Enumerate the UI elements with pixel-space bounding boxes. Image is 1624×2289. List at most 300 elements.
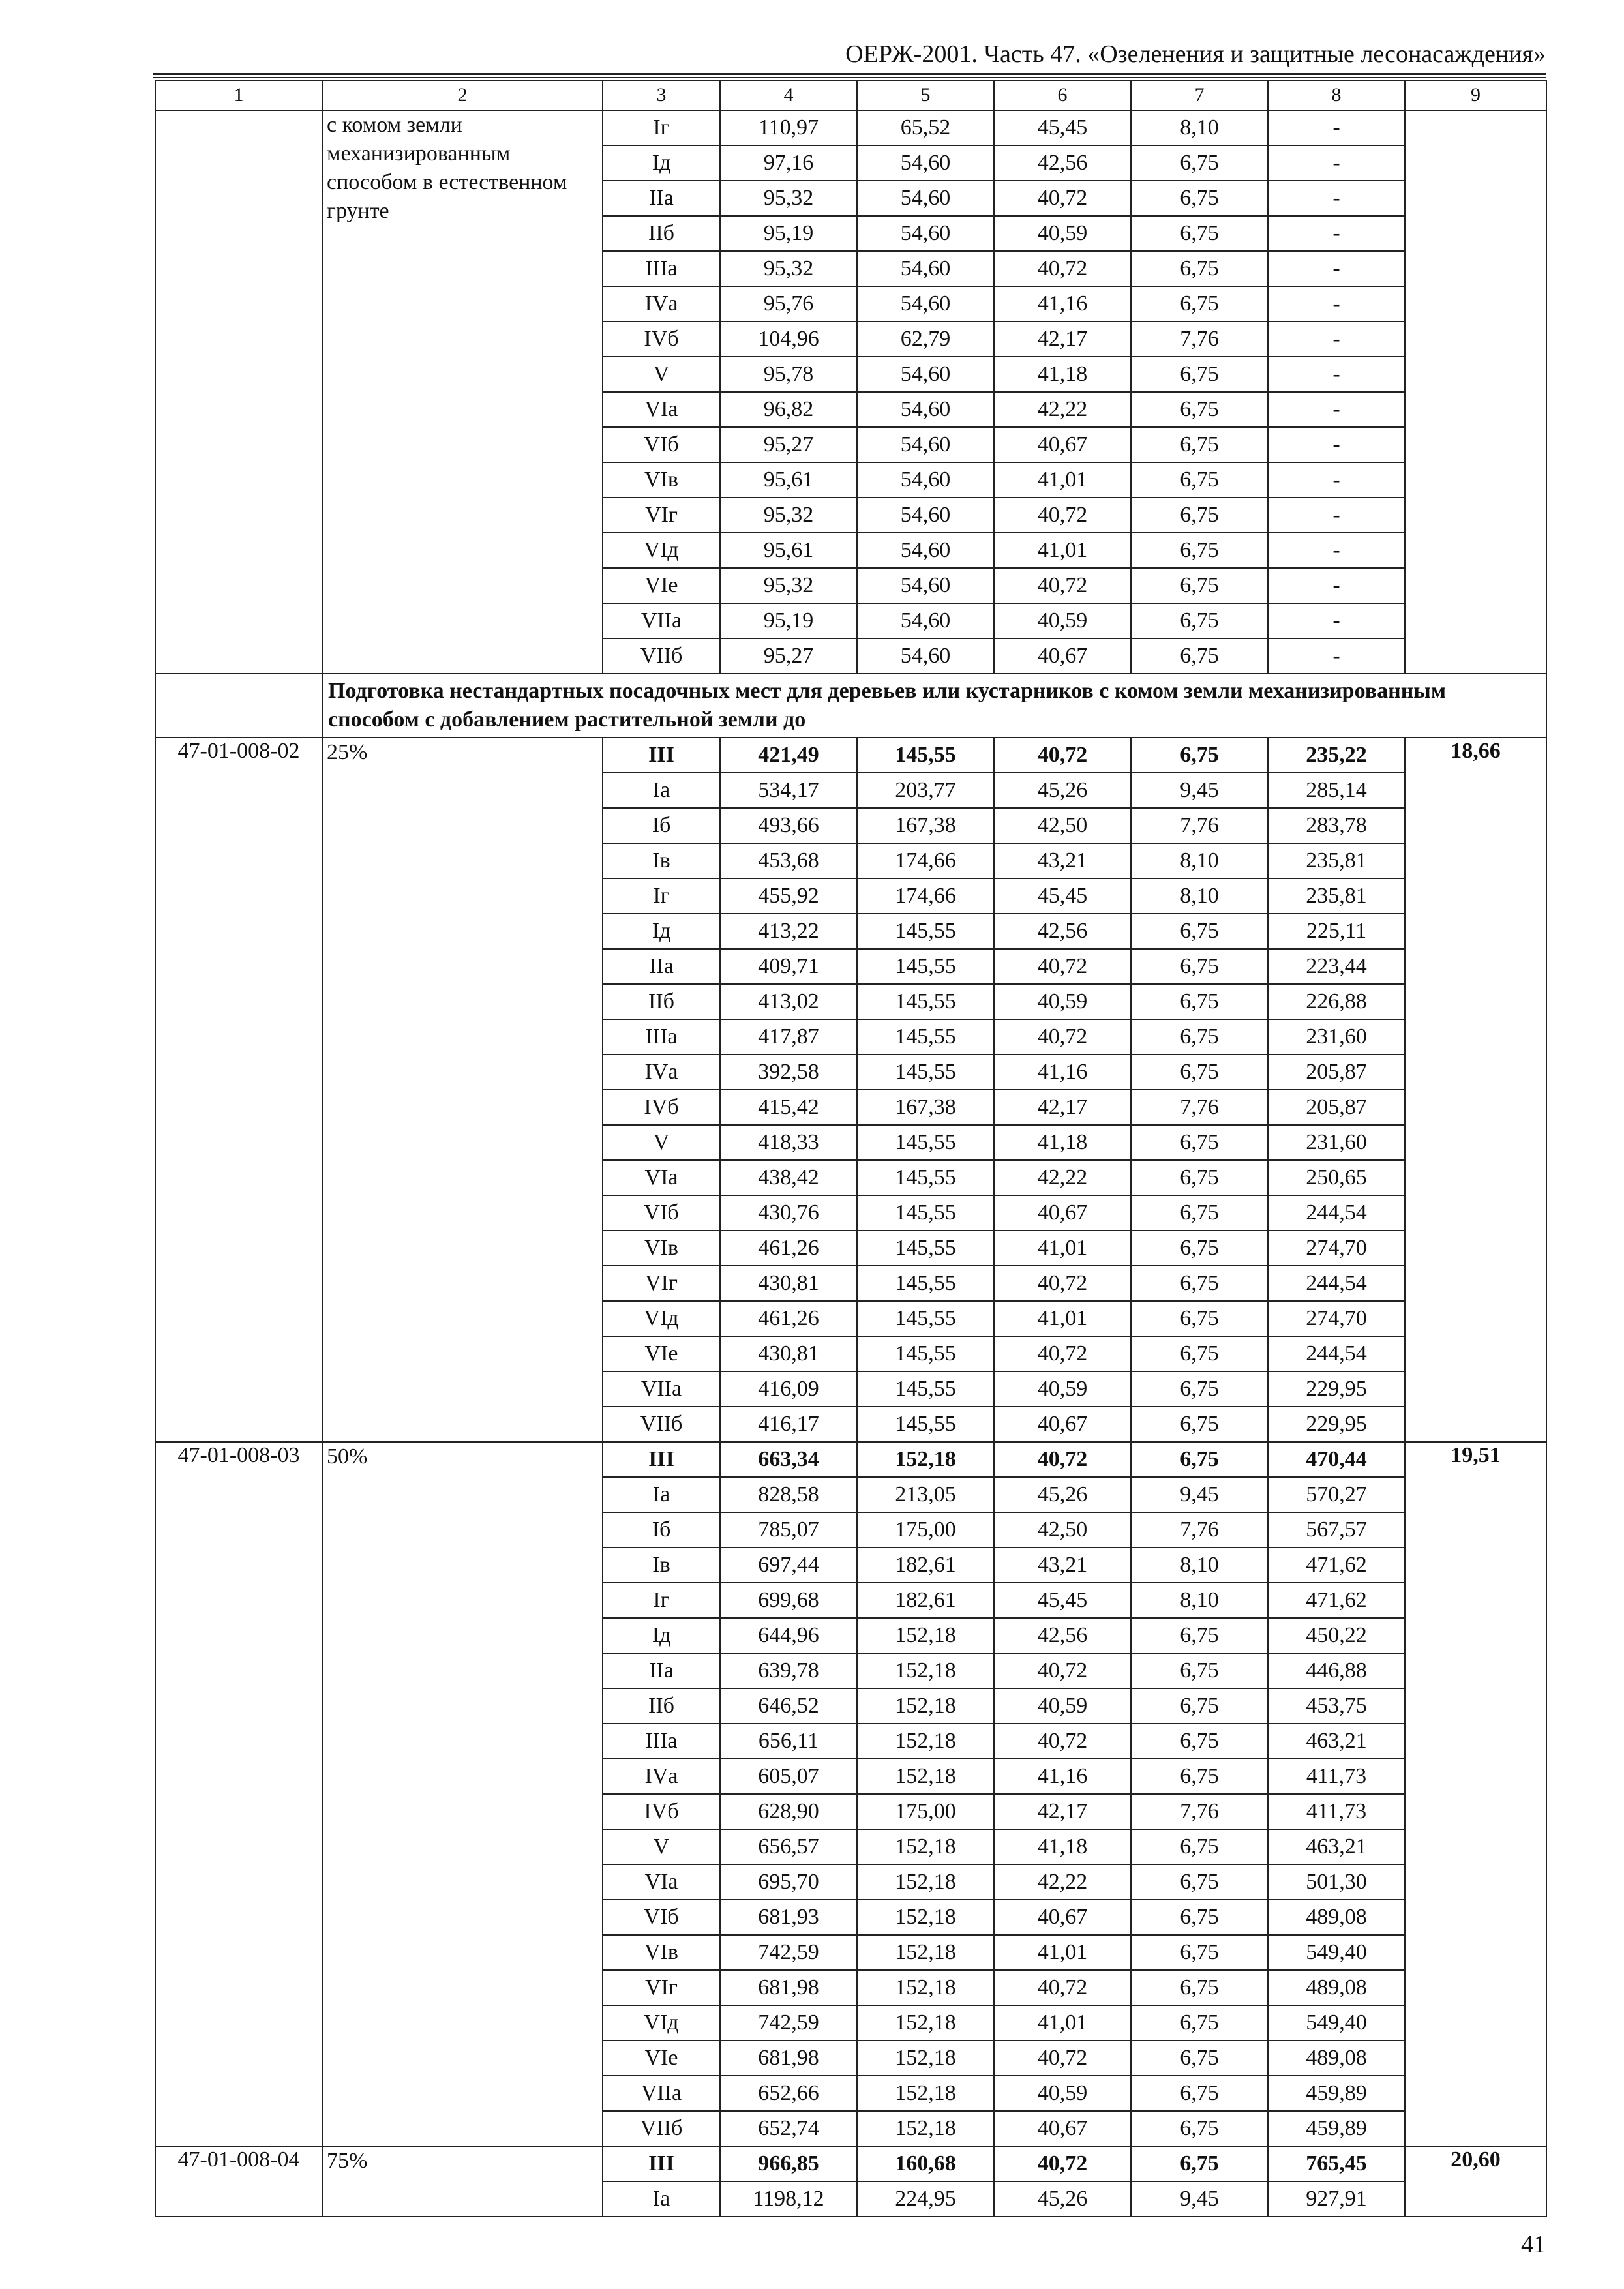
value-cell: 145,55 bbox=[857, 1019, 994, 1055]
rates-table bbox=[155, 80, 1547, 2217]
value-cell: 152,18 bbox=[857, 1900, 994, 1935]
value-cell: 283,78 bbox=[1268, 808, 1405, 843]
value-cell: VIе bbox=[603, 568, 720, 603]
value-cell: 45,45 bbox=[994, 110, 1131, 145]
value-cell: 493,66 bbox=[720, 808, 857, 843]
value-cell: VIIб bbox=[603, 1407, 720, 1442]
value-cell: IVа bbox=[603, 1759, 720, 1794]
value-cell: 145,55 bbox=[857, 1266, 994, 1301]
value-cell: IIа bbox=[603, 1653, 720, 1688]
value-cell: 145,55 bbox=[857, 949, 994, 984]
value-cell: 6,75 bbox=[1131, 357, 1268, 392]
value-cell: VIг bbox=[603, 1266, 720, 1301]
value-cell: 205,87 bbox=[1268, 1090, 1405, 1125]
value-cell: 274,70 bbox=[1268, 1231, 1405, 1266]
value-cell: 145,55 bbox=[857, 1195, 994, 1231]
value-cell: VIб bbox=[603, 1195, 720, 1231]
value-cell: Iд bbox=[603, 1618, 720, 1653]
value-cell: VIб bbox=[603, 1900, 720, 1935]
value-cell: 40,59 bbox=[994, 603, 1131, 638]
value-cell: Iд bbox=[603, 145, 720, 181]
value-cell: 6,75 bbox=[1131, 1160, 1268, 1195]
code-cell: 47-01-008-04 bbox=[155, 2146, 322, 2217]
value-cell: 6,75 bbox=[1131, 914, 1268, 949]
value-cell: 966,85 bbox=[720, 2146, 857, 2181]
value-cell: 471,62 bbox=[1268, 1548, 1405, 1583]
value-cell: 95,32 bbox=[720, 498, 857, 533]
value-cell: 152,18 bbox=[857, 1653, 994, 1688]
value-cell: 175,00 bbox=[857, 1794, 994, 1829]
column-number: 6 bbox=[994, 80, 1131, 110]
value-cell: - bbox=[1268, 568, 1405, 603]
value-cell: 6,75 bbox=[1131, 1864, 1268, 1900]
value-cell: 471,62 bbox=[1268, 1583, 1405, 1618]
value-cell: IVб bbox=[603, 1090, 720, 1125]
value-cell: 110,97 bbox=[720, 110, 857, 145]
value-cell: 453,68 bbox=[720, 843, 857, 878]
description-cell: 75% bbox=[322, 2146, 603, 2217]
value-cell: 418,33 bbox=[720, 1125, 857, 1160]
table-row bbox=[155, 738, 1546, 773]
value-cell: 9,45 bbox=[1131, 1477, 1268, 1512]
value-cell: IIб bbox=[603, 1688, 720, 1724]
value-cell: Iа bbox=[603, 1477, 720, 1512]
value-cell: 628,90 bbox=[720, 1794, 857, 1829]
column-number: 7 bbox=[1131, 80, 1268, 110]
value-cell: 455,92 bbox=[720, 878, 857, 914]
value-cell: 6,75 bbox=[1131, 1125, 1268, 1160]
value-cell: VIв bbox=[603, 1231, 720, 1266]
value-cell: 40,67 bbox=[994, 2111, 1131, 2146]
value-cell: 652,66 bbox=[720, 2076, 857, 2111]
table-body bbox=[155, 80, 1546, 2217]
value-cell: IIа bbox=[603, 949, 720, 984]
value-cell: 639,78 bbox=[720, 1653, 857, 1688]
value-cell: 6,75 bbox=[1131, 984, 1268, 1019]
value-cell: III bbox=[603, 2146, 720, 2181]
value-cell: 41,01 bbox=[994, 2005, 1131, 2041]
value-cell: 6,75 bbox=[1131, 2146, 1268, 2181]
value-cell: Iд bbox=[603, 914, 720, 949]
value-cell: 42,50 bbox=[994, 1512, 1131, 1548]
value-cell: 97,16 bbox=[720, 145, 857, 181]
value-cell: 41,18 bbox=[994, 357, 1131, 392]
value-cell: 40,59 bbox=[994, 1371, 1131, 1407]
value-cell: 244,54 bbox=[1268, 1336, 1405, 1371]
value-cell: 430,81 bbox=[720, 1266, 857, 1301]
value-cell: 152,18 bbox=[857, 2005, 994, 2041]
value-cell: 8,10 bbox=[1131, 878, 1268, 914]
value-cell: 463,21 bbox=[1268, 1724, 1405, 1759]
value-cell: VIв bbox=[603, 1935, 720, 1970]
value-cell: 160,68 bbox=[857, 2146, 994, 2181]
value-cell: 182,61 bbox=[857, 1583, 994, 1618]
column-number: 4 bbox=[720, 80, 857, 110]
value-cell: VIд bbox=[603, 2005, 720, 2041]
value-cell: 62,79 bbox=[857, 322, 994, 357]
value-cell: 205,87 bbox=[1268, 1055, 1405, 1090]
value-cell: IVб bbox=[603, 1794, 720, 1829]
value-cell: 6,75 bbox=[1131, 2005, 1268, 2041]
value-cell: 45,26 bbox=[994, 773, 1131, 808]
value-cell: 54,60 bbox=[857, 498, 994, 533]
value-cell: 7,76 bbox=[1131, 1512, 1268, 1548]
value-cell: 681,93 bbox=[720, 1900, 857, 1935]
value-cell: IIIа bbox=[603, 1724, 720, 1759]
value-cell: 41,18 bbox=[994, 1829, 1131, 1864]
value-cell: 6,75 bbox=[1131, 2076, 1268, 2111]
value-cell: 54,60 bbox=[857, 568, 994, 603]
value-cell: 203,77 bbox=[857, 773, 994, 808]
value-cell: 40,72 bbox=[994, 1266, 1131, 1301]
value-cell: 413,22 bbox=[720, 914, 857, 949]
value-cell: 6,75 bbox=[1131, 1724, 1268, 1759]
value-cell: 42,56 bbox=[994, 914, 1131, 949]
value-cell: VIв bbox=[603, 462, 720, 498]
value-cell: 174,66 bbox=[857, 878, 994, 914]
value-cell: 927,91 bbox=[1268, 2181, 1405, 2217]
value-cell: IIб bbox=[603, 216, 720, 251]
page-number: 41 bbox=[1521, 2231, 1546, 2258]
value-cell: 45,45 bbox=[994, 1583, 1131, 1618]
value-cell: 42,56 bbox=[994, 145, 1131, 181]
value-cell: 681,98 bbox=[720, 2041, 857, 2076]
value-cell: - bbox=[1268, 216, 1405, 251]
description-cell: 50% bbox=[322, 1442, 603, 2146]
value-cell: VIа bbox=[603, 1864, 720, 1900]
value-cell: 41,01 bbox=[994, 533, 1131, 568]
value-cell: 681,98 bbox=[720, 1970, 857, 2005]
value-cell: 95,19 bbox=[720, 216, 857, 251]
value-cell: 40,72 bbox=[994, 1724, 1131, 1759]
value-cell: Iа bbox=[603, 2181, 720, 2217]
value-cell: 6,75 bbox=[1131, 216, 1268, 251]
column-number: 3 bbox=[603, 80, 720, 110]
value-cell: 95,76 bbox=[720, 286, 857, 322]
value-cell: 42,22 bbox=[994, 1160, 1131, 1195]
col9-cell: 18,66 bbox=[1405, 738, 1546, 1442]
value-cell: 45,26 bbox=[994, 1477, 1131, 1512]
value-cell: 96,82 bbox=[720, 392, 857, 427]
value-cell: VIе bbox=[603, 2041, 720, 2076]
value-cell: 6,75 bbox=[1131, 286, 1268, 322]
value-cell: 6,75 bbox=[1131, 462, 1268, 498]
value-cell: VIа bbox=[603, 1160, 720, 1195]
value-cell: 646,52 bbox=[720, 1688, 857, 1724]
value-cell: 40,59 bbox=[994, 984, 1131, 1019]
value-cell: 152,18 bbox=[857, 2076, 994, 2111]
value-cell: 7,76 bbox=[1131, 808, 1268, 843]
value-cell: 644,96 bbox=[720, 1618, 857, 1653]
column-number-row bbox=[155, 80, 1546, 110]
value-cell: 828,58 bbox=[720, 1477, 857, 1512]
value-cell: 6,75 bbox=[1131, 427, 1268, 462]
value-cell: 6,75 bbox=[1131, 738, 1268, 773]
code-cell: 47-01-008-02 bbox=[155, 738, 322, 1442]
table-row bbox=[155, 2146, 1546, 2181]
value-cell: 213,05 bbox=[857, 1477, 994, 1512]
value-cell: 226,88 bbox=[1268, 984, 1405, 1019]
value-cell: VIIб bbox=[603, 2111, 720, 2146]
value-cell: 274,70 bbox=[1268, 1301, 1405, 1336]
value-cell: Iв bbox=[603, 843, 720, 878]
value-cell: 54,60 bbox=[857, 462, 994, 498]
value-cell: 145,55 bbox=[857, 984, 994, 1019]
value-cell: 6,75 bbox=[1131, 181, 1268, 216]
value-cell: 9,45 bbox=[1131, 773, 1268, 808]
value-cell: - bbox=[1268, 392, 1405, 427]
value-cell: 461,26 bbox=[720, 1231, 857, 1266]
running-header: ОЕРЖ-2001. Часть 47. «Озеленения и защитные лесонасаждения» bbox=[845, 40, 1546, 68]
value-cell: - bbox=[1268, 427, 1405, 462]
value-cell: 40,72 bbox=[994, 2146, 1131, 2181]
value-cell: 95,19 bbox=[720, 603, 857, 638]
value-cell: 229,95 bbox=[1268, 1371, 1405, 1407]
value-cell: 392,58 bbox=[720, 1055, 857, 1090]
description-cell: с комом земли механизированным способом в естественном грунте bbox=[322, 110, 603, 674]
value-cell: III bbox=[603, 1442, 720, 1477]
value-cell: Iб bbox=[603, 1512, 720, 1548]
value-cell: 438,42 bbox=[720, 1160, 857, 1195]
value-cell: 6,75 bbox=[1131, 1759, 1268, 1794]
value-cell: 501,30 bbox=[1268, 1864, 1405, 1900]
value-cell: 8,10 bbox=[1131, 843, 1268, 878]
value-cell: V bbox=[603, 1829, 720, 1864]
value-cell: 285,14 bbox=[1268, 773, 1405, 808]
value-cell: 8,10 bbox=[1131, 1583, 1268, 1618]
description-cell: 25% bbox=[322, 738, 603, 1442]
section-title: Подготовка нестандартных посадочных мест для деревьев или кустарников с комом земли механизированным способом с добавлением растительной земли до bbox=[322, 674, 1546, 738]
value-cell: 6,75 bbox=[1131, 392, 1268, 427]
value-cell: 6,75 bbox=[1131, 1266, 1268, 1301]
value-cell: 54,60 bbox=[857, 357, 994, 392]
value-cell: VIе bbox=[603, 1336, 720, 1371]
value-cell: VIа bbox=[603, 392, 720, 427]
value-cell: 6,75 bbox=[1131, 1442, 1268, 1477]
value-cell: 6,75 bbox=[1131, 2111, 1268, 2146]
value-cell: VIг bbox=[603, 1970, 720, 2005]
value-cell: - bbox=[1268, 462, 1405, 498]
value-cell: 40,72 bbox=[994, 1970, 1131, 2005]
value-cell: - bbox=[1268, 145, 1405, 181]
value-cell: IIIа bbox=[603, 251, 720, 286]
value-cell: 6,75 bbox=[1131, 1195, 1268, 1231]
value-cell: 42,17 bbox=[994, 1090, 1131, 1125]
value-cell: 6,75 bbox=[1131, 498, 1268, 533]
value-cell: VIг bbox=[603, 498, 720, 533]
value-cell: 8,10 bbox=[1131, 1548, 1268, 1583]
value-cell: 54,60 bbox=[857, 145, 994, 181]
value-cell: - bbox=[1268, 286, 1405, 322]
value-cell: 430,76 bbox=[720, 1195, 857, 1231]
value-cell: 656,11 bbox=[720, 1724, 857, 1759]
value-cell: 41,18 bbox=[994, 1125, 1131, 1160]
value-cell: 42,22 bbox=[994, 1864, 1131, 1900]
header-rule bbox=[153, 73, 1546, 75]
value-cell: 416,17 bbox=[720, 1407, 857, 1442]
value-cell: 95,61 bbox=[720, 462, 857, 498]
value-cell: 145,55 bbox=[857, 1407, 994, 1442]
value-cell: - bbox=[1268, 251, 1405, 286]
value-cell: 7,76 bbox=[1131, 1090, 1268, 1125]
column-number: 1 bbox=[155, 80, 322, 110]
value-cell: 41,01 bbox=[994, 1301, 1131, 1336]
value-cell: Iа bbox=[603, 773, 720, 808]
value-cell: 152,18 bbox=[857, 2041, 994, 2076]
value-cell: 459,89 bbox=[1268, 2076, 1405, 2111]
value-cell: 235,81 bbox=[1268, 843, 1405, 878]
value-cell: 244,54 bbox=[1268, 1195, 1405, 1231]
value-cell: 40,72 bbox=[994, 181, 1131, 216]
value-cell: 6,75 bbox=[1131, 568, 1268, 603]
value-cell: 95,27 bbox=[720, 427, 857, 462]
value-cell: 152,18 bbox=[857, 1759, 994, 1794]
value-cell: 225,11 bbox=[1268, 914, 1405, 949]
value-cell: 697,44 bbox=[720, 1548, 857, 1583]
value-cell: 489,08 bbox=[1268, 2041, 1405, 2076]
value-cell: 95,32 bbox=[720, 568, 857, 603]
value-cell: 40,72 bbox=[994, 1336, 1131, 1371]
value-cell: 461,26 bbox=[720, 1301, 857, 1336]
value-cell: 430,81 bbox=[720, 1336, 857, 1371]
value-cell: - bbox=[1268, 533, 1405, 568]
value-cell: 95,78 bbox=[720, 357, 857, 392]
value-cell: 40,59 bbox=[994, 2076, 1131, 2111]
value-cell: 244,54 bbox=[1268, 1266, 1405, 1301]
value-cell: 152,18 bbox=[857, 1442, 994, 1477]
value-cell: 54,60 bbox=[857, 181, 994, 216]
value-cell: 6,75 bbox=[1131, 1688, 1268, 1724]
value-cell: 152,18 bbox=[857, 1864, 994, 1900]
value-cell: 95,32 bbox=[720, 181, 857, 216]
value-cell: 182,61 bbox=[857, 1548, 994, 1583]
value-cell: 167,38 bbox=[857, 1090, 994, 1125]
value-cell: 6,75 bbox=[1131, 1371, 1268, 1407]
value-cell: 40,72 bbox=[994, 1653, 1131, 1688]
value-cell: Iб bbox=[603, 808, 720, 843]
value-cell: 9,45 bbox=[1131, 2181, 1268, 2217]
value-cell: 174,66 bbox=[857, 843, 994, 878]
value-cell: 41,01 bbox=[994, 1935, 1131, 1970]
value-cell: 104,96 bbox=[720, 322, 857, 357]
value-cell: 42,56 bbox=[994, 1618, 1131, 1653]
value-cell: 6,75 bbox=[1131, 1970, 1268, 2005]
value-cell: 40,72 bbox=[994, 498, 1131, 533]
section-blank-cell bbox=[155, 674, 322, 738]
value-cell: 145,55 bbox=[857, 1231, 994, 1266]
value-cell: 40,67 bbox=[994, 1195, 1131, 1231]
header-rule bbox=[153, 77, 1546, 78]
value-cell: 145,55 bbox=[857, 1301, 994, 1336]
value-cell: 152,18 bbox=[857, 1935, 994, 1970]
value-cell: VIд bbox=[603, 533, 720, 568]
value-cell: 7,76 bbox=[1131, 1794, 1268, 1829]
value-cell: 6,75 bbox=[1131, 1653, 1268, 1688]
value-cell: 40,72 bbox=[994, 738, 1131, 773]
value-cell: III bbox=[603, 738, 720, 773]
value-cell: 742,59 bbox=[720, 1935, 857, 1970]
value-cell: 459,89 bbox=[1268, 2111, 1405, 2146]
value-cell: 567,57 bbox=[1268, 1512, 1405, 1548]
code-cell: 47-01-008-03 bbox=[155, 1442, 322, 2146]
value-cell: 152,18 bbox=[857, 1829, 994, 1864]
value-cell: 6,75 bbox=[1131, 1301, 1268, 1336]
value-cell: 41,01 bbox=[994, 462, 1131, 498]
value-cell: 45,45 bbox=[994, 878, 1131, 914]
value-cell: 6,75 bbox=[1131, 533, 1268, 568]
value-cell: 152,18 bbox=[857, 1618, 994, 1653]
column-number: 2 bbox=[322, 80, 603, 110]
value-cell: 40,67 bbox=[994, 1900, 1131, 1935]
value-cell: 41,16 bbox=[994, 1055, 1131, 1090]
value-cell: 43,21 bbox=[994, 843, 1131, 878]
value-cell: 6,75 bbox=[1131, 1935, 1268, 1970]
value-cell: 549,40 bbox=[1268, 2005, 1405, 2041]
column-number: 5 bbox=[857, 80, 994, 110]
column-number: 9 bbox=[1405, 80, 1546, 110]
value-cell: 699,68 bbox=[720, 1583, 857, 1618]
value-cell: 6,75 bbox=[1131, 1618, 1268, 1653]
value-cell: IIIа bbox=[603, 1019, 720, 1055]
value-cell: 40,72 bbox=[994, 2041, 1131, 2076]
value-cell: 446,88 bbox=[1268, 1653, 1405, 1688]
value-cell: 6,75 bbox=[1131, 603, 1268, 638]
value-cell: 152,18 bbox=[857, 1688, 994, 1724]
value-cell: 152,18 bbox=[857, 1724, 994, 1759]
code-cell bbox=[155, 110, 322, 674]
value-cell: 416,09 bbox=[720, 1371, 857, 1407]
col9-cell: 19,51 bbox=[1405, 1442, 1546, 2146]
value-cell: 6,75 bbox=[1131, 251, 1268, 286]
value-cell: - bbox=[1268, 638, 1405, 674]
value-cell: 40,72 bbox=[994, 251, 1131, 286]
value-cell: 40,67 bbox=[994, 427, 1131, 462]
value-cell: 411,73 bbox=[1268, 1794, 1405, 1829]
value-cell: 6,75 bbox=[1131, 949, 1268, 984]
value-cell: 6,75 bbox=[1131, 145, 1268, 181]
value-cell: VIб bbox=[603, 427, 720, 462]
value-cell: 40,59 bbox=[994, 216, 1131, 251]
value-cell: 411,73 bbox=[1268, 1759, 1405, 1794]
value-cell: Iг bbox=[603, 110, 720, 145]
value-cell: IIб bbox=[603, 984, 720, 1019]
value-cell: 415,42 bbox=[720, 1090, 857, 1125]
value-cell: IIа bbox=[603, 181, 720, 216]
value-cell: 152,18 bbox=[857, 2111, 994, 2146]
value-cell: Iв bbox=[603, 1548, 720, 1583]
value-cell: 145,55 bbox=[857, 1336, 994, 1371]
value-cell: 145,55 bbox=[857, 1160, 994, 1195]
table-row bbox=[155, 110, 1546, 145]
value-cell: 54,60 bbox=[857, 603, 994, 638]
value-cell: 695,70 bbox=[720, 1864, 857, 1900]
value-cell: 6,75 bbox=[1131, 1055, 1268, 1090]
value-cell: 235,22 bbox=[1268, 738, 1405, 773]
section-row bbox=[155, 674, 1546, 738]
value-cell: 421,49 bbox=[720, 738, 857, 773]
value-cell: 145,55 bbox=[857, 1125, 994, 1160]
value-cell: - bbox=[1268, 181, 1405, 216]
value-cell: 450,22 bbox=[1268, 1618, 1405, 1653]
value-cell: 785,07 bbox=[720, 1512, 857, 1548]
value-cell: VIIа bbox=[603, 603, 720, 638]
value-cell: 175,00 bbox=[857, 1512, 994, 1548]
value-cell: 40,72 bbox=[994, 1019, 1131, 1055]
value-cell: 42,17 bbox=[994, 1794, 1131, 1829]
value-cell: 570,27 bbox=[1268, 1477, 1405, 1512]
value-cell: 229,95 bbox=[1268, 1407, 1405, 1442]
value-cell: VIIа bbox=[603, 2076, 720, 2111]
